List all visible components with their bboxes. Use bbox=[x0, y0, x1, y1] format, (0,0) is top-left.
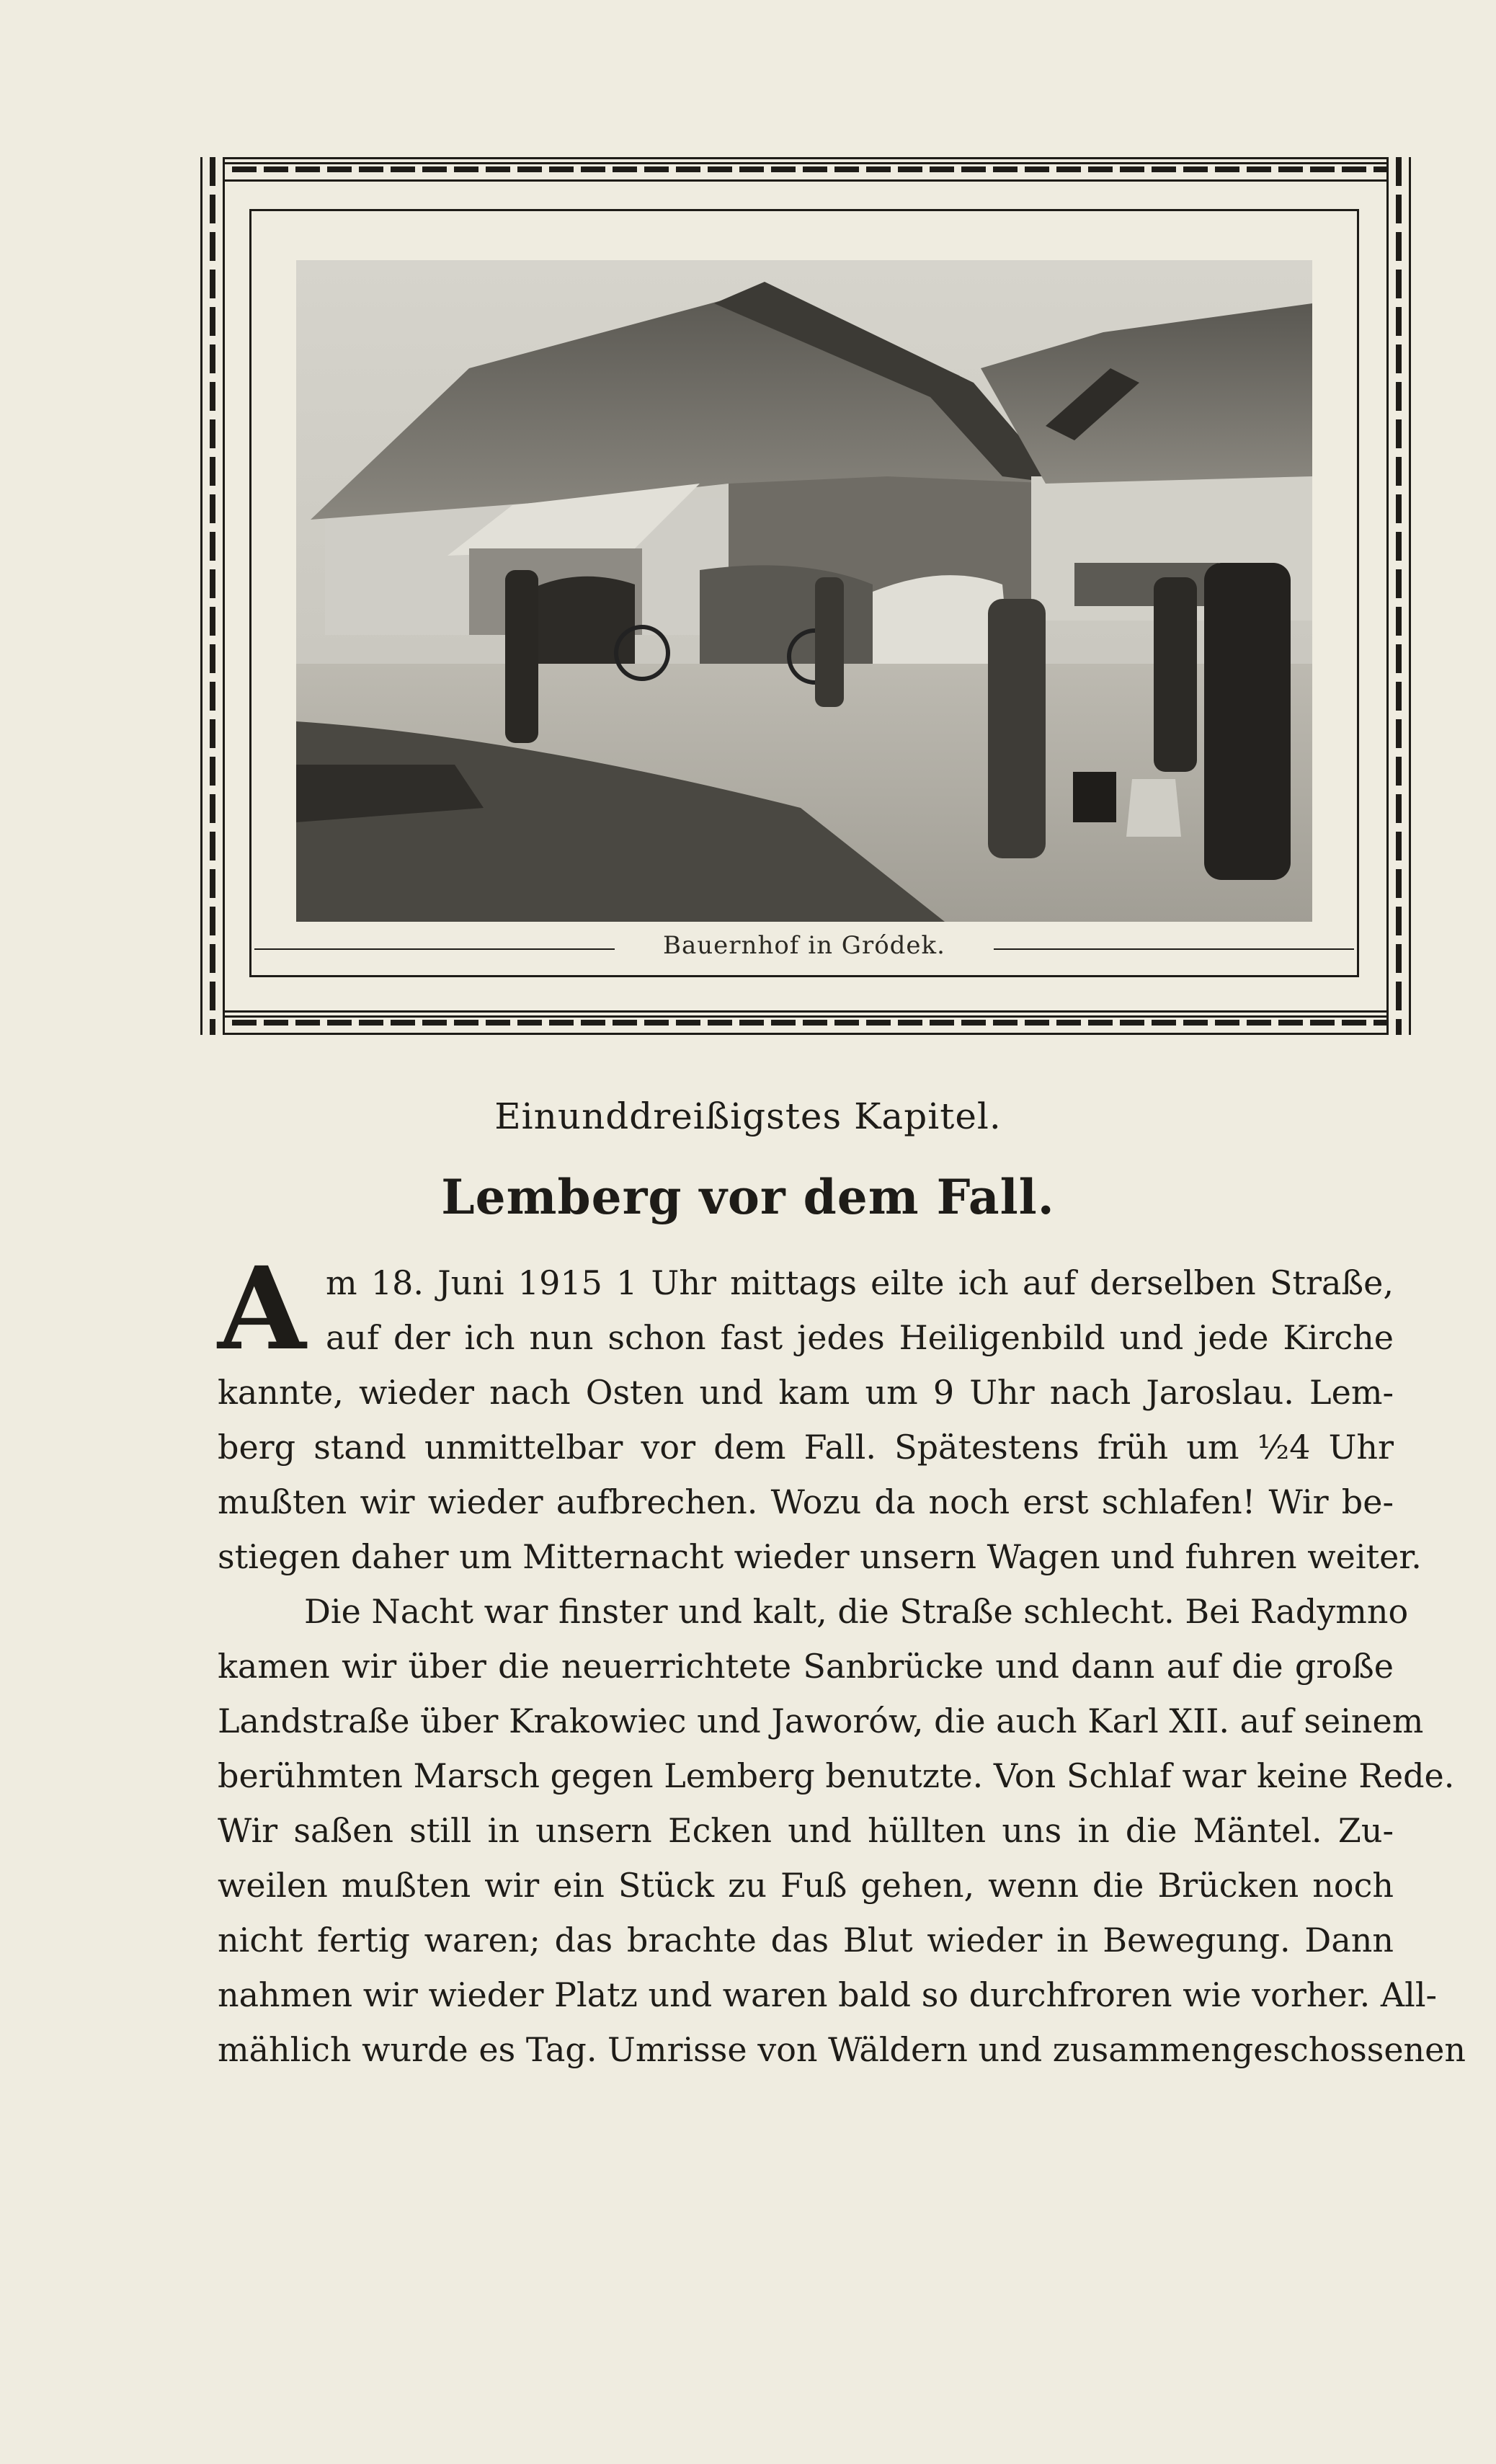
farmyard-photo-illustration bbox=[296, 260, 1312, 922]
body-line: mählich wurde es Tag. Umrisse von Wäldern und zusammengeschossenen bbox=[218, 2030, 1466, 2069]
body-line: berg stand unmittelbar vor dem Fall. Spätestens früh um ½4 Uhr bbox=[218, 1428, 1394, 1467]
body-line: nahmen wir wieder Platz und waren bald so durchfroren wie vorher. All- bbox=[218, 1975, 1438, 2014]
body-line: nicht fertig waren; das brachte das Blut wieder in Bewegung. Dann bbox=[218, 1921, 1394, 1960]
farmyard-photo bbox=[296, 260, 1312, 922]
body-line: m 18. Juni 1915 1 Uhr mittags eilte ich auf derselben Straße, bbox=[326, 1263, 1394, 1302]
caption-rule-right bbox=[994, 948, 1354, 950]
body-line: Wir saßen still in unsern Ecken und hüllten uns in die Mäntel. Zu- bbox=[218, 1811, 1394, 1850]
chapter-title: Lemberg vor dem Fall. bbox=[441, 1169, 1055, 1225]
figure-frame bbox=[200, 157, 1411, 1035]
body-line: mußten wir wieder aufbrechen. Wozu da noch erst schlafen! Wir be- bbox=[218, 1482, 1394, 1521]
body-line: weilen mußten wir ein Stück zu Fuß gehen, wenn die Brücken noch bbox=[218, 1866, 1394, 1905]
drop-cap: A bbox=[218, 1242, 306, 1376]
body-line: auf der ich nun schon fast jedes Heiligenbild und jede Kirche bbox=[326, 1318, 1394, 1357]
body-line: kannte, wieder nach Osten und kam um 9 Uhr nach Jaroslau. Lem- bbox=[218, 1373, 1394, 1412]
body-line: berühmten Marsch gegen Lemberg benutzte. Von Schlaf war keine Rede. bbox=[218, 1756, 1455, 1795]
photo-caption: Bauernhof in Gródek. bbox=[663, 931, 945, 960]
ornamental-border-top bbox=[200, 157, 1411, 182]
body-text bbox=[218, 1242, 1466, 2077]
body-line: Die Nacht war finster und kalt, die Straße schlecht. Bei Radymno bbox=[304, 1592, 1409, 1631]
chapter-label: Einunddreißigstes Kapitel. bbox=[494, 1095, 1002, 1137]
caption-row bbox=[251, 921, 1357, 971]
body-line: Landstraße über Krakowiec und Jaworów, die auch Karl XII. auf seinem bbox=[218, 1702, 1424, 1740]
ornamental-border-bottom bbox=[200, 1010, 1411, 1035]
ornamental-border-right bbox=[1386, 157, 1411, 1035]
body-line: kamen wir über die neuerrichtete Sanbrücke und dann auf die große bbox=[218, 1647, 1394, 1686]
photo-inner-frame bbox=[249, 209, 1359, 977]
ornamental-border-left bbox=[200, 157, 225, 1035]
body-line: stiegen daher um Mitternacht wieder unsern Wagen und fuhren weiter. bbox=[218, 1537, 1422, 1576]
